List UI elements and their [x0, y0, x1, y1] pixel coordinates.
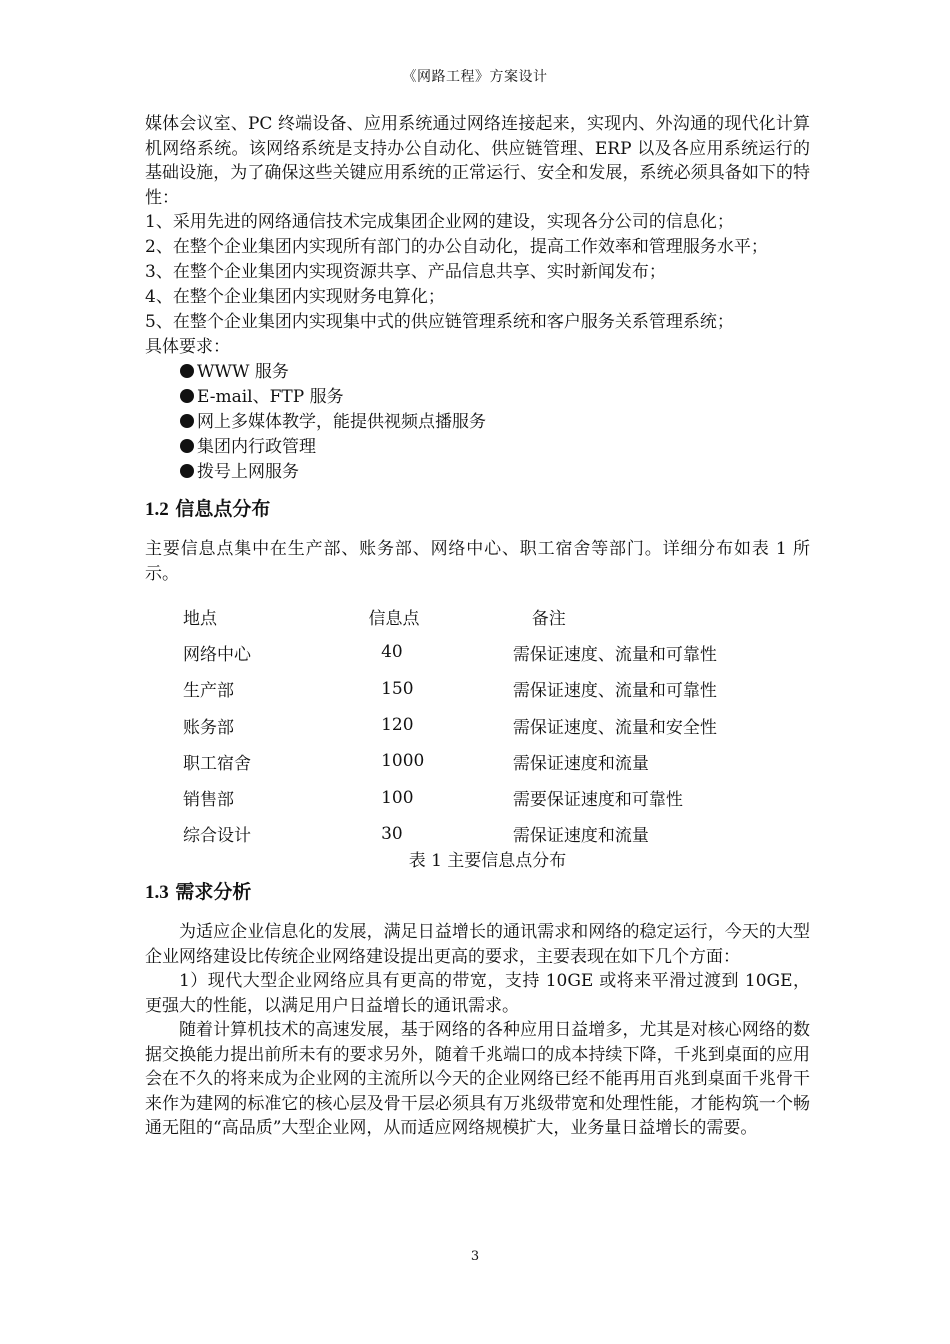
table-caption: 表 1 主要信息点分布 [408, 851, 567, 872]
requirement-item: E-mail、FTP 服务 [180, 385, 810, 410]
table-header-cell: 备注 [531, 608, 566, 629]
bullet-icon [180, 464, 194, 478]
table-cell: 40 [381, 642, 403, 663]
section-1-3-paragraph: 为适应企业信息化的发展，满足日益增长的通讯需求和网络的稳定运行，今天的大型企业网络建设比传统企业网络建设提出更高的要求，主要表现在如下几个方面： [145, 922, 810, 967]
table-row [183, 779, 810, 815]
page-number: 3 [470, 1249, 480, 1264]
table-cell: 职工宿舍 [183, 753, 251, 774]
info-point-table [183, 598, 810, 852]
table-row [183, 671, 810, 707]
requirement-item: 集团内行政管理 [180, 435, 810, 460]
table-cell: 120 [381, 715, 414, 736]
table-cell: 需保证速度、流量和可靠性 [512, 644, 717, 665]
section-1-3-paragraph: 1）现代大型企业网络应具有更高的带宽，支持 10GE 或将来平滑过渡到 10GE，更强大的性能，以满足用户日益增长的通讯需求。 [145, 971, 810, 1016]
bullet-icon [180, 414, 194, 428]
section-heading-1-2 [145, 494, 810, 525]
feature-item: 2、在整个企业集团内实现所有部门的办公自动化，提高工作效率和管理服务水平； [145, 237, 768, 257]
feature-list [145, 210, 810, 335]
section-1-2-paragraph: 主要信息点集中在生产部、账务部、网络中心、职工宿舍等部门。详细分布如表 1 所示。 [145, 539, 810, 584]
table-cell: 需保证速度、流量和可靠性 [512, 681, 717, 702]
section-number: 1.3 [145, 882, 169, 904]
section-heading-1-3 [145, 877, 810, 908]
table-cell: 需保证速度和流量 [512, 753, 649, 774]
table-row [183, 707, 810, 743]
bullet-icon [180, 364, 194, 378]
bullet-icon [180, 389, 194, 403]
table-cell: 100 [381, 787, 414, 808]
section-title: 需求分析 [175, 881, 252, 904]
table-cell: 需保证速度和流量 [512, 826, 649, 847]
section-title: 信息点分布 [175, 498, 271, 520]
bullet-icon [180, 439, 194, 453]
table-cell: 账务部 [183, 717, 234, 738]
table-header-cell: 地点 [183, 608, 217, 629]
table-cell: 需要保证速度和可靠性 [512, 790, 683, 811]
section-number: 1.2 [145, 499, 169, 520]
table-cell: 网络中心 [183, 644, 251, 665]
requirement-item: 拨号上网服务 [180, 460, 810, 485]
requirement-item: 网上多媒体教学，能提供视频点播服务 [180, 410, 810, 435]
table-cell: 生产部 [183, 681, 234, 702]
feature-item: 1、采用先进的网络通信技术完成集团企业网的建设，实现各分公司的信息化； [145, 212, 734, 232]
section-1-3-paragraph: 随着计算机技术的高速发展，基于网络的各种应用日益增多，尤其是对核心网络的数据交换能力提出前所未有的要求另外，随着千兆端口的成本持续下降，千兆到桌面的应用会在不久的将来成为企业网的主流所以今天的企业网络已经不能再用百兆到桌面千兆骨干来作为建网的标准它的核心层及骨干层必须具有万兆级带宽和处理性能，才能构筑一个畅通无阻的“高品质”大型企业网，从而适应网络规模扩大，业务量日益增长的需要。 [145, 1020, 810, 1139]
table-cell: 30 [381, 823, 403, 844]
table-cell: 1000 [381, 751, 425, 772]
table-cell: 销售部 [183, 790, 234, 811]
table-header-cell: 信息点 [368, 608, 420, 629]
page-header: 《网路工程》方案设计 [402, 69, 548, 85]
requirement-item: WWW 服务 [180, 360, 810, 385]
feature-item: 5、在整个企业集团内实现集中式的供应链管理系统和客户服务关系管理系统； [145, 312, 734, 332]
feature-item: 4、在整个企业集团内实现财务电算化； [145, 287, 445, 307]
page-content [145, 112, 810, 1141]
table-cell: 综合设计 [183, 826, 251, 847]
requirements-label: 具体要求： [145, 337, 230, 357]
requirements-list [180, 360, 810, 485]
table-cell: 需保证速度、流量和安全性 [512, 717, 717, 738]
table-header-row [183, 598, 810, 634]
table-row [183, 634, 810, 670]
table-cell: 150 [381, 678, 414, 699]
table-row [183, 743, 810, 779]
intro-paragraph: 媒体会议室、PC 终端设备、应用系统通过网络连接起来，实现内、外沟通的现代化计算机网络系统。该网络系统是支持办公自动化、供应链管理、ERP 以及各应用系统运行的基础设施，为了确保这些关键应用系统的正常运行、安全和发展，系统必须具备如下的特性： [145, 114, 810, 208]
feature-item: 3、在整个企业集团内实现资源共享、产品信息共享、实时新闻发布； [145, 262, 666, 282]
